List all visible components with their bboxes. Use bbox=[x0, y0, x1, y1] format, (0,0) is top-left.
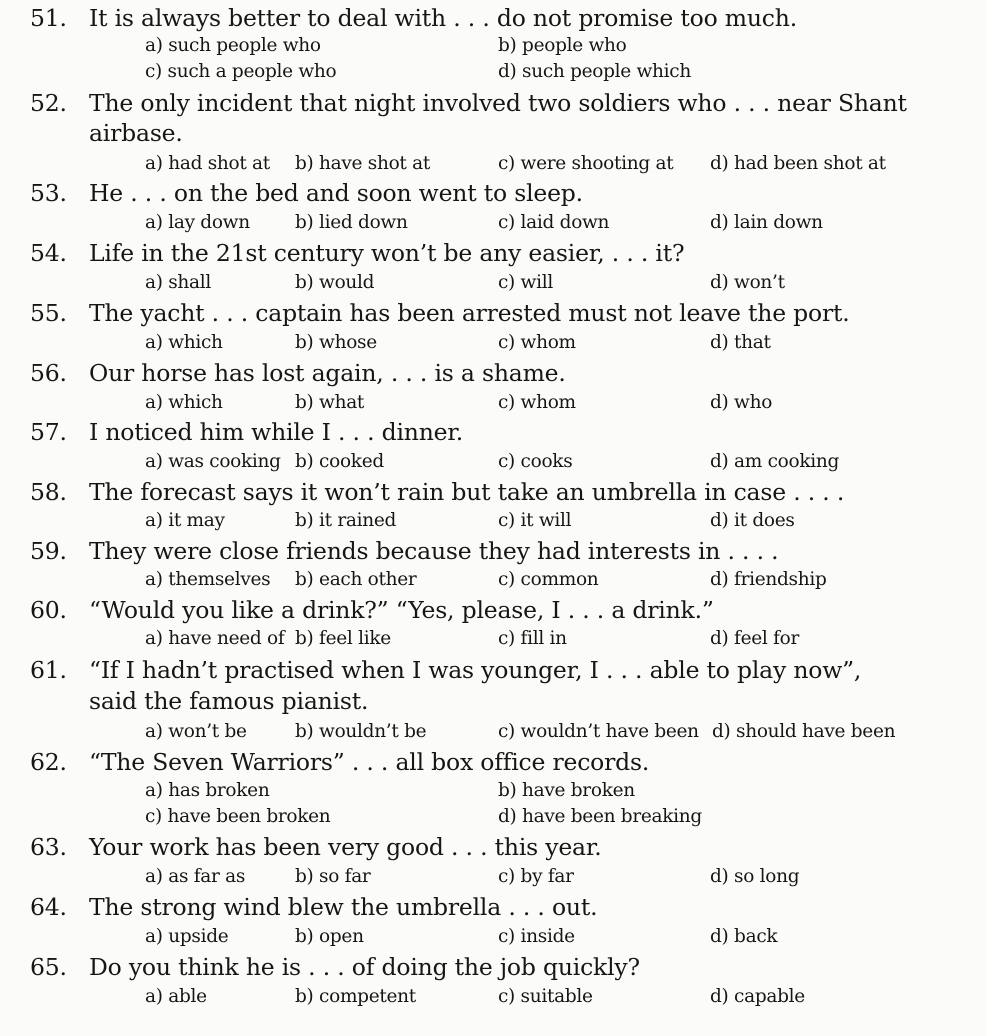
answer-option: a) shall bbox=[145, 272, 211, 293]
answer-option: d) back bbox=[710, 926, 778, 947]
answer-option: c) such a people who bbox=[145, 61, 337, 82]
answer-option: d) had been shot at bbox=[710, 153, 886, 174]
answer-option: c) fill in bbox=[498, 628, 567, 649]
answer-option: a) which bbox=[145, 392, 223, 413]
answer-option: a) themselves bbox=[145, 569, 271, 590]
question-text: Life in the 21st century won’t be any easier, . . . it? bbox=[89, 239, 685, 267]
answer-option: b) have shot at bbox=[295, 153, 430, 174]
answer-option: d) friendship bbox=[710, 569, 827, 590]
answer-option: b) feel like bbox=[295, 628, 391, 649]
answer-option: d) so long bbox=[710, 866, 800, 887]
answer-option: c) cooks bbox=[498, 451, 573, 472]
answer-option: c) suitable bbox=[498, 986, 593, 1007]
answer-option: b) cooked bbox=[295, 451, 384, 472]
answer-option: c) common bbox=[498, 569, 599, 590]
question-number: 59. bbox=[30, 537, 67, 565]
question-text: Your work has been very good . . . this year. bbox=[89, 833, 602, 861]
answer-option: a) as far as bbox=[145, 866, 246, 887]
answer-option: b) it rained bbox=[295, 510, 397, 531]
answer-option: b) open bbox=[295, 926, 364, 947]
answer-option: b) people who bbox=[498, 35, 627, 56]
question-text: “If I hadn’t practised when I was younger, I . . . able to play now”, bbox=[89, 656, 862, 684]
answer-option: c) have been broken bbox=[145, 806, 331, 827]
answer-option: b) what bbox=[295, 392, 365, 413]
answer-option: d) have been breaking bbox=[498, 806, 702, 827]
question-number: 58. bbox=[30, 478, 67, 506]
answer-option: d) won’t bbox=[710, 272, 785, 293]
answer-option: a) it may bbox=[145, 510, 225, 531]
answer-option: b) competent bbox=[295, 986, 416, 1007]
answer-option: d) lain down bbox=[710, 212, 823, 233]
answer-option: d) am cooking bbox=[710, 451, 840, 472]
answer-option: c) it will bbox=[498, 510, 572, 531]
answer-option: a) lay down bbox=[145, 212, 250, 233]
answer-option: c) laid down bbox=[498, 212, 610, 233]
question-text: They were close friends because they had interests in . . . . bbox=[89, 537, 779, 565]
question-number: 65. bbox=[30, 953, 67, 981]
answer-option: b) have broken bbox=[498, 780, 635, 801]
question-number: 61. bbox=[30, 656, 67, 684]
answer-option: c) will bbox=[498, 272, 553, 293]
answer-option: a) had shot at bbox=[145, 153, 270, 174]
question-number: 56. bbox=[30, 359, 67, 387]
answer-option: d) it does bbox=[710, 510, 795, 531]
answer-option: b) wouldn’t be bbox=[295, 721, 427, 742]
answer-option: c) were shooting at bbox=[498, 153, 674, 174]
answer-option: d) feel for bbox=[710, 628, 800, 649]
question-text: The only incident that night involved two soldiers who . . . near Shant bbox=[89, 89, 907, 117]
question-text: said the famous pianist. bbox=[89, 687, 369, 715]
answer-option: a) able bbox=[145, 986, 207, 1007]
question-number: 60. bbox=[30, 596, 67, 624]
answer-option: d) such people which bbox=[498, 61, 691, 82]
answer-option: c) by far bbox=[498, 866, 574, 887]
question-text: The strong wind blew the umbrella . . . out. bbox=[89, 893, 598, 921]
answer-option: a) won’t be bbox=[145, 721, 247, 742]
question-number: 63. bbox=[30, 833, 67, 861]
answer-option: c) wouldn’t have been bbox=[498, 721, 699, 742]
answer-option: a) was cooking bbox=[145, 451, 281, 472]
question-number: 53. bbox=[30, 179, 67, 207]
answer-option: c) whom bbox=[498, 392, 576, 413]
question-number: 62. bbox=[30, 748, 67, 776]
answer-option: b) would bbox=[295, 272, 375, 293]
question-number: 55. bbox=[30, 299, 67, 327]
question-text: Our horse has lost again, . . . is a shame. bbox=[89, 359, 566, 387]
answer-option: a) has broken bbox=[145, 780, 270, 801]
question-text: “The Seven Warriors” . . . all box office records. bbox=[89, 748, 650, 776]
answer-option: a) such people who bbox=[145, 35, 321, 56]
answer-option: b) each other bbox=[295, 569, 417, 590]
answer-option: a) upside bbox=[145, 926, 229, 947]
question-text: The forecast says it won’t rain but take an umbrella in case . . . . bbox=[89, 478, 845, 506]
question-text: I noticed him while I . . . dinner. bbox=[89, 418, 464, 446]
answer-option: d) should have been bbox=[712, 721, 896, 742]
answer-option: d) capable bbox=[710, 986, 805, 1007]
question-number: 51. bbox=[30, 4, 67, 32]
question-text: It is always better to deal with . . . do not promise too much. bbox=[89, 4, 797, 32]
answer-option: b) so far bbox=[295, 866, 371, 887]
question-text: The yacht . . . captain has been arrested must not leave the port. bbox=[89, 299, 850, 327]
answer-option: d) that bbox=[710, 332, 771, 353]
question-number: 57. bbox=[30, 418, 67, 446]
answer-option: b) whose bbox=[295, 332, 377, 353]
answer-option: c) whom bbox=[498, 332, 576, 353]
question-text: He . . . on the bed and soon went to sleep. bbox=[89, 179, 583, 207]
question-number: 54. bbox=[30, 239, 67, 267]
question-text: airbase. bbox=[89, 119, 183, 147]
answer-option: b) lied down bbox=[295, 212, 408, 233]
question-text: Do you think he is . . . of doing the job quickly? bbox=[89, 953, 640, 981]
question-number: 52. bbox=[30, 89, 67, 117]
answer-option: a) which bbox=[145, 332, 223, 353]
question-text: “Would you like a drink?” “Yes, please, I . . . a drink.” bbox=[89, 596, 714, 624]
answer-option: c) inside bbox=[498, 926, 575, 947]
answer-option: d) who bbox=[710, 392, 773, 413]
question-number: 64. bbox=[30, 893, 67, 921]
answer-option: a) have need of bbox=[145, 628, 285, 649]
